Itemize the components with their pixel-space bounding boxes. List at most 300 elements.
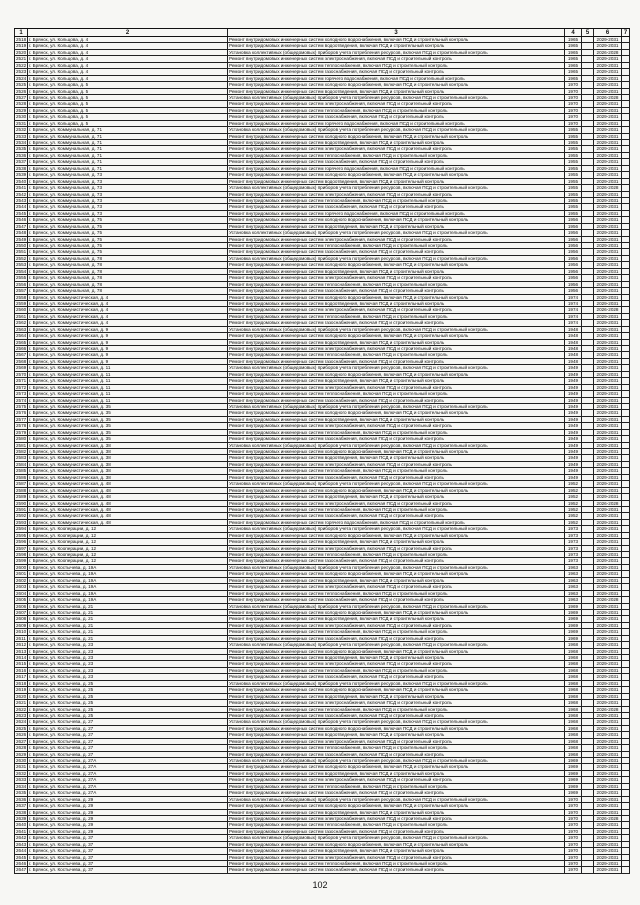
- cell-period: 2026-2028: [594, 501, 622, 506]
- cell-col7: [622, 661, 630, 666]
- cell-address: г. Брянск, ул. Костычева, д. 27: [28, 726, 228, 731]
- cell-col5: [582, 327, 594, 332]
- cell-address: г. Брянск, ул. Костычева, д. 19А: [28, 597, 228, 602]
- cell-year: 1970: [565, 829, 582, 834]
- cell-col5: [582, 739, 594, 744]
- cell-address: г. Брянск, ул. Коммунистическая, д. 11: [28, 385, 228, 390]
- cell-col7: [622, 217, 630, 222]
- cell-year: 1949: [565, 410, 582, 415]
- cell-col7: [622, 642, 630, 647]
- cell-col7: [622, 797, 630, 802]
- cell-col7: [622, 668, 630, 673]
- cell-col5: [582, 822, 594, 827]
- cell-year: 1955: [565, 153, 582, 158]
- cell-col5: [582, 417, 594, 422]
- cell-col7: [622, 507, 630, 512]
- cell-col5: [582, 237, 594, 242]
- cell-year: 1955: [565, 134, 582, 139]
- cell-number: 2612: [16, 642, 27, 648]
- cell-number: 2599: [16, 558, 27, 564]
- cell-year: 1948: [565, 340, 582, 345]
- cell-address: г. Брянск, ул. Коммунальная, д. 78: [28, 288, 228, 293]
- cell-year: 1955: [565, 159, 582, 164]
- cell-col7: [622, 340, 630, 345]
- cell-year: 1969: [565, 771, 582, 776]
- cell-address: г. Брянск, ул. Костычева, д. 29: [28, 810, 228, 815]
- cell-number: 2615: [16, 661, 27, 667]
- cell-year: 1955: [565, 185, 582, 190]
- cell-address: г. Брянск, ул. Коммунальная, д. 71: [28, 166, 228, 171]
- cell-work: Ремонт внутридомовых инженерных систем горячего водоснабжения, включая ПСД и строительный контроль: [228, 76, 565, 81]
- cell-work: Ремонт внутридомовых инженерных систем водоотведения, включая ПСД и строительный контроль: [228, 43, 565, 48]
- cell-period: 2029-2031: [594, 533, 622, 538]
- cell-number: 2566: [16, 346, 27, 351]
- cell-number: 2551: [16, 249, 27, 255]
- cell-col7: [622, 784, 630, 789]
- cell-col5: [582, 462, 594, 467]
- cell-work: Ремонт внутридомовых инженерных систем электроснабжения, включая ПСД и строительный контроль: [228, 584, 565, 589]
- cell-address: г. Брянск, ул. Кольцова, д. 5: [28, 82, 228, 87]
- cell-period: 2029-2031: [594, 327, 622, 332]
- cell-year: 1963: [565, 578, 582, 583]
- cell-address: г. Брянск, ул. Костычева, д. 27: [28, 732, 228, 737]
- cell-col7: [622, 320, 630, 325]
- cell-col7: [622, 256, 630, 261]
- cell-col7: [622, 629, 630, 634]
- cell-number: 2557: [16, 288, 27, 294]
- cell-address: г. Брянск, ул. Костычева, д. 25: [28, 687, 228, 692]
- cell-work: Ремонт внутридомовых инженерных систем холодного водоснабжения, включая ПСД и строительный контроль: [228, 410, 565, 415]
- cell-work: Ремонт внутридомовых инженерных систем холодного водоснабжения, включая ПСД и строительный контроль: [228, 764, 565, 769]
- cell-period: 2029-2031: [594, 192, 622, 197]
- cell-work: Установка коллективных (общедомовых) приборов учета потребления ресурсов, включая ПСД и строительный контроль: [228, 127, 565, 132]
- cell-work: Установка коллективных (общедомовых) приборов учета потребления ресурсов, включая ПСД и строительный контроль: [228, 230, 565, 235]
- cell-number: 2536: [16, 152, 27, 158]
- cell-address: г. Брянск, ул. Коммунистическая, д. 48: [28, 507, 228, 512]
- cell-address: г. Брянск, ул. Кооперации, д. 12: [28, 552, 228, 557]
- cell-col7: [622, 237, 630, 242]
- cell-period: 2029-2031: [594, 352, 622, 357]
- cell-period: 2029-2031: [594, 121, 622, 126]
- cell-col7: [622, 359, 630, 364]
- cell-col7: [622, 777, 630, 782]
- cell-work: Ремонт внутридомовых инженерных систем электроснабжения, включая ПСД и строительный контроль: [228, 56, 565, 61]
- cell-year: 1970: [565, 95, 582, 100]
- cell-number: 2532: [16, 127, 27, 133]
- cell-work: Установка коллективных (общедомовых) приборов учета потребления ресурсов, включая ПСД и строительный контроль: [228, 404, 565, 409]
- cell-year: 1969: [565, 758, 582, 763]
- cell-col5: [582, 507, 594, 512]
- cell-col7: [622, 790, 630, 795]
- cell-number: 2603: [16, 584, 27, 590]
- cell-year: 1965: [565, 76, 582, 81]
- cell-col7: [622, 146, 630, 151]
- cell-col7: [622, 571, 630, 576]
- cell-year: 1956: [565, 275, 582, 280]
- cell-address: г. Брянск, ул. Коммунальная, д. 75: [28, 243, 228, 248]
- cell-period: 2029-2031: [594, 443, 622, 448]
- cell-year: 1968: [565, 707, 582, 712]
- cell-work: Ремонт внутридомовых инженерных систем теплоснабжения, включая ПСД и строительный контроль: [228, 668, 565, 673]
- cell-col7: [622, 378, 630, 383]
- cell-work: Ремонт внутридомовых инженерных систем электроснабжения, включая ПСД и строительный контроль: [228, 661, 565, 666]
- cell-number: 2607: [16, 609, 27, 615]
- cell-period: 2029-2031: [594, 204, 622, 209]
- cell-work: Ремонт внутридомовых инженерных систем электроснабжения, включая ПСД и строительный контроль: [228, 237, 565, 242]
- cell-col5: [582, 69, 594, 74]
- cell-col5: [582, 655, 594, 660]
- header-cell-6: 6: [594, 29, 622, 36]
- table-header: [14, 28, 630, 37]
- cell-col7: [622, 520, 630, 525]
- cell-number: 2565: [16, 339, 27, 345]
- cell-col5: [582, 784, 594, 789]
- cell-col5: [582, 700, 594, 705]
- cell-period: 2029-2031: [594, 848, 622, 853]
- cell-address: г. Брянск, ул. Коммунальная, д. 78: [28, 256, 228, 261]
- cell-year: 1949: [565, 372, 582, 377]
- cell-year: 1968: [565, 674, 582, 679]
- cell-number: 2610: [16, 629, 27, 635]
- cell-work: Установка коллективных (общедомовых) приборов учета потребления ресурсов, включая ПСД и строительный контроль: [228, 758, 565, 763]
- cell-work: Установка коллективных (общедомовых) приборов учета потребления ресурсов, включая ПСД и строительный контроль: [228, 526, 565, 531]
- cell-number: 2590: [16, 500, 27, 506]
- cell-col5: [582, 256, 594, 261]
- cell-period: 2029-2031: [594, 37, 622, 42]
- cell-number: 2593: [16, 519, 27, 525]
- cell-work: Установка коллективных (общедомовых) приборов учета потребления ресурсов, включая ПСД и строительный контроль: [228, 50, 565, 55]
- cell-number: 2523: [16, 69, 27, 75]
- cell-number: 2567: [16, 352, 27, 358]
- cell-period: 2029-2031: [594, 365, 622, 370]
- cell-period: 2029-2031: [594, 623, 622, 628]
- cell-year: 1955: [565, 179, 582, 184]
- cell-address: г. Брянск, ул. Коммунистическая, д. 11: [28, 398, 228, 403]
- cell-col7: [622, 616, 630, 621]
- cell-col5: [582, 121, 594, 126]
- cell-work: Ремонт внутридомовых инженерных систем газоснабжения, включая ПСД и строительный контроль: [228, 359, 565, 364]
- cell-period: 2029-2031: [594, 340, 622, 345]
- cell-work: Ремонт внутридомовых инженерных систем электроснабжения, включая ПСД и строительный контроль: [228, 462, 565, 467]
- cell-period: 2029-2031: [594, 668, 622, 673]
- cell-period: 2029-2031: [594, 301, 622, 306]
- cell-period: 2029-2031: [594, 784, 622, 789]
- cell-address: г. Брянск, ул. Кооперации, д. 12: [28, 546, 228, 551]
- cell-work: Ремонт внутридомовых инженерных систем горячего водоснабжения, включая ПСД и строительный контроль: [228, 520, 565, 525]
- cell-col7: [622, 288, 630, 293]
- cell-address: г. Брянск, ул. Костычева, д. 27А: [28, 771, 228, 776]
- cell-work: Ремонт внутридомовых инженерных систем газоснабжения, включая ПСД и строительный контроль: [228, 204, 565, 209]
- cell-number: 2632: [16, 770, 27, 776]
- cell-number: 2636: [16, 796, 27, 802]
- cell-col5: [582, 726, 594, 731]
- cell-number: 2572: [16, 384, 27, 390]
- cell-col5: [582, 661, 594, 666]
- cell-period: 2029-2031: [594, 423, 622, 428]
- cell-address: г. Брянск, ул. Костычева, д. 21: [28, 636, 228, 641]
- cell-address: г. Брянск, ул. Костычева, д. 37: [28, 855, 228, 860]
- cell-col5: [582, 494, 594, 499]
- cell-col5: [582, 385, 594, 390]
- cell-period: 2029-2031: [594, 513, 622, 518]
- cell-col5: [582, 488, 594, 493]
- cell-work: Ремонт внутридомовых инженерных систем холодного водоснабжения, включая ПСД и строительный контроль: [228, 217, 565, 222]
- cell-address: г. Брянск, ул. Кольцова, д. 4: [28, 37, 228, 42]
- cell-address: г. Брянск, ул. Коммунистическая, д. 48: [28, 481, 228, 486]
- cell-period: 2029-2031: [594, 140, 622, 145]
- cell-number: 2592: [16, 513, 27, 519]
- cell-year: 1974: [565, 307, 582, 312]
- cell-year: 1968: [565, 719, 582, 724]
- cell-col5: [582, 449, 594, 454]
- cell-work: Ремонт внутридомовых инженерных систем теплоснабжения, включая ПСД и строительный контроль: [228, 198, 565, 203]
- cell-col5: [582, 842, 594, 847]
- cell-work: Ремонт внутридомовых инженерных систем газоснабжения, включая ПСД и строительный контроль: [228, 752, 565, 757]
- cell-number: 2568: [16, 358, 27, 364]
- cell-period: 2029-2031: [594, 288, 622, 293]
- cell-col5: [582, 777, 594, 782]
- cell-col5: [582, 430, 594, 435]
- cell-col5: [582, 636, 594, 641]
- cell-address: г. Брянск, ул. Костычева, д. 21: [28, 616, 228, 621]
- cell-col5: [582, 861, 594, 866]
- cell-col5: [582, 301, 594, 306]
- cell-number: 2564: [16, 333, 27, 339]
- cell-work: Ремонт внутридомовых инженерных систем водоотведения, включая ПСД и строительный контроль: [228, 224, 565, 229]
- cell-year: 1963: [565, 571, 582, 576]
- cell-year: 1949: [565, 365, 582, 370]
- cell-col7: [622, 707, 630, 712]
- cell-period: 2026-2028: [594, 816, 622, 821]
- cell-year: 1970: [565, 848, 582, 853]
- cell-number: 2546: [16, 217, 27, 223]
- cell-col5: [582, 340, 594, 345]
- cell-number: 2611: [14, 636, 28, 641]
- cell-col5: [582, 848, 594, 853]
- cell-address: г. Брянск, ул. Костычева, д. 27: [28, 752, 228, 757]
- cell-col7: [622, 810, 630, 815]
- cell-work: Ремонт внутридомовых инженерных систем газоснабжения, включая ПСД и строительный контроль: [228, 513, 565, 518]
- cell-period: 2029-2031: [594, 82, 622, 87]
- cell-period: 2029-2031: [594, 76, 622, 81]
- cell-period: 2029-2031: [594, 758, 622, 763]
- cell-col7: [622, 404, 630, 409]
- cell-col7: [622, 69, 630, 74]
- cell-period: 2029-2031: [594, 694, 622, 699]
- cell-year: 1970: [565, 822, 582, 827]
- cell-year: 1963: [565, 565, 582, 570]
- cell-year: 1970: [565, 82, 582, 87]
- cell-period: 2029-2031: [594, 726, 622, 731]
- cell-col7: [622, 430, 630, 435]
- cell-col7: [622, 455, 630, 460]
- cell-col7: [622, 385, 630, 390]
- cell-year: 1973: [565, 533, 582, 538]
- cell-col5: [582, 269, 594, 274]
- cell-year: 1965: [565, 43, 582, 48]
- cell-address: г. Брянск, ул. Костычева, д. 27: [28, 719, 228, 724]
- cell-period: 2029-2031: [594, 739, 622, 744]
- cell-address: г. Брянск, ул. Коммунальная, д. 71: [28, 153, 228, 158]
- cell-year: 1949: [565, 417, 582, 422]
- cell-period: 2029-2031: [594, 468, 622, 473]
- cell-address: г. Брянск, ул. Коммунистическая, д. 35: [28, 417, 228, 422]
- cell-col7: [622, 307, 630, 312]
- cell-work: Ремонт внутридомовых инженерных систем газоснабжения, включая ПСД и строительный контроль: [228, 636, 565, 641]
- header-cell-5: 5: [582, 29, 594, 36]
- cell-address: г. Брянск, ул. Костычева, д. 37: [28, 848, 228, 853]
- cell-number: 2576: [16, 410, 27, 416]
- cell-work: Ремонт внутридомовых инженерных систем холодного водоснабжения, включая ПСД и строительный контроль: [228, 726, 565, 731]
- cell-col7: [622, 37, 630, 42]
- cell-year: 1956: [565, 249, 582, 254]
- cell-number: 2643: [16, 841, 27, 847]
- cell-col7: [622, 578, 630, 583]
- cell-address: г. Брянск, ул. Кольцова, д. 5: [28, 108, 228, 113]
- cell-work: Ремонт внутридомовых инженерных систем газоснабжения, включая ПСД и строительный контроль: [228, 713, 565, 718]
- cell-work: Ремонт внутридомовых инженерных систем холодного водоснабжения, включая ПСД и строительный контроль: [228, 172, 565, 177]
- cell-work: Ремонт внутридомовых инженерных систем холодного водоснабжения, включая ПСД и строительный контроль: [228, 262, 565, 267]
- cell-col5: [582, 803, 594, 808]
- cell-year: 1969: [565, 610, 582, 615]
- cell-address: г. Брянск, ул. Костычева, д. 21: [28, 629, 228, 634]
- cell-number: 2604: [16, 590, 27, 596]
- cell-col5: [582, 668, 594, 673]
- cell-col7: [622, 732, 630, 737]
- cell-col7: [622, 410, 630, 415]
- cell-col7: [622, 591, 630, 596]
- cell-period: 2029-2031: [594, 166, 622, 171]
- cell-col7: [622, 89, 630, 94]
- cell-year: 1974: [565, 295, 582, 300]
- cell-col5: [582, 185, 594, 190]
- cell-work: Ремонт внутридомовых инженерных систем холодного водоснабжения, включая ПСД и строительный контроль: [228, 533, 565, 538]
- cell-period: 2029-2031: [594, 462, 622, 467]
- cell-address: г. Брянск, ул. Коммунальная, д. 73: [28, 211, 228, 216]
- cell-col7: [622, 449, 630, 454]
- cell-work: Установка коллективных (общедомовых) приборов учета потребления ресурсов, включая ПСД и строительный контроль: [228, 565, 565, 570]
- cell-period: 2029-2031: [594, 674, 622, 679]
- header-cell-1: 1: [14, 29, 28, 36]
- cell-number: 2542: [16, 191, 27, 197]
- cell-col7: [622, 314, 630, 319]
- cell-period: 2029-2031: [594, 526, 622, 531]
- cell-work: Установка коллективных (общедомовых) приборов учета потребления ресурсов, включая ПСД и строительный контроль: [228, 95, 565, 100]
- cell-col7: [622, 436, 630, 441]
- cell-address: г. Брянск, ул. Костычева, д. 23: [28, 668, 228, 673]
- cell-address: г. Брянск, ул. Коммунальная, д. 71: [28, 159, 228, 164]
- cell-number: 2638: [16, 809, 27, 815]
- cell-period: 2029-2031: [594, 745, 622, 750]
- cell-col7: [622, 803, 630, 808]
- cell-work: Ремонт внутридомовых инженерных систем водоотведения, включая ПСД и строительный контроль: [228, 417, 565, 422]
- cell-col5: [582, 352, 594, 357]
- cell-period: 2029-2031: [594, 224, 622, 229]
- cell-number: 2627: [16, 738, 27, 744]
- cell-address: г. Брянск, ул. Костычева, д. 25: [28, 681, 228, 686]
- cell-address: г. Брянск, ул. Коммунальная, д. 73: [28, 185, 228, 190]
- cell-col5: [582, 166, 594, 171]
- cell-period: 2029-2031: [594, 507, 622, 512]
- cell-work: Ремонт внутридомовых инженерных систем водоотведения, включая ПСД и строительный контроль: [228, 494, 565, 499]
- cell-work: Ремонт внутридомовых инженерных систем теплоснабжения, включая ПСД и строительный контроль: [228, 629, 565, 634]
- cell-number: 2633: [16, 777, 27, 783]
- cell-address: г. Брянск, ул. Костычева, д. 23: [28, 649, 228, 654]
- cell-number: 2591: [16, 506, 27, 512]
- cell-col7: [622, 327, 630, 332]
- cell-work: Ремонт внутридомовых инженерных систем теплоснабжения, включая ПСД и строительный контроль: [228, 282, 565, 287]
- cell-year: 1955: [565, 146, 582, 151]
- cell-work: Ремонт внутридомовых инженерных систем теплоснабжения, включая ПСД и строительный контроль: [228, 352, 565, 357]
- cell-col5: [582, 140, 594, 145]
- cell-col7: [622, 391, 630, 396]
- cell-year: 1968: [565, 752, 582, 757]
- cell-col5: [582, 797, 594, 802]
- cell-address: г. Брянск, ул. Костычева, д. 25: [28, 707, 228, 712]
- cell-year: 1970: [565, 816, 582, 821]
- cell-period: 2029-2031: [594, 391, 622, 396]
- cell-year: 1970: [565, 861, 582, 866]
- cell-period: 2029-2031: [594, 655, 622, 660]
- cell-col7: [622, 352, 630, 357]
- cell-work: Ремонт внутридомовых инженерных систем водоотведения, включая ПСД и строительный контроль: [228, 539, 565, 544]
- cell-col7: [622, 192, 630, 197]
- cell-number: 2588: [16, 487, 27, 493]
- cell-col7: [622, 726, 630, 731]
- cell-col5: [582, 745, 594, 750]
- header-cell-2: 2: [28, 29, 228, 36]
- cell-col5: [582, 76, 594, 81]
- cell-col5: [582, 224, 594, 229]
- cell-year: 1956: [565, 288, 582, 293]
- cell-period: 2029-2031: [594, 63, 622, 68]
- cell-address: г. Брянск, ул. Коммунистическая, д. 11: [28, 365, 228, 370]
- cell-address: г. Брянск, ул. Коммунистическая, д. 4: [28, 320, 228, 325]
- cell-work: Ремонт внутридомовых инженерных систем электроснабжения, включая ПСД и строительный контроль: [228, 346, 565, 351]
- cell-number: 2623: [16, 712, 27, 718]
- cell-period: 2029-2031: [594, 475, 622, 480]
- cell-work: Ремонт внутридомовых инженерных систем газоснабжения, включая ПСД и строительный контроль: [228, 288, 565, 293]
- cell-work: Ремонт внутридомовых инженерных систем теплоснабжения, включая ПСД и строительный контроль: [228, 108, 565, 113]
- cell-year: 1970: [565, 842, 582, 847]
- cell-number: 2594: [16, 526, 27, 532]
- cell-col5: [582, 172, 594, 177]
- cell-address: г. Брянск, ул. Коммунальная, д. 73: [28, 198, 228, 203]
- cell-year: 1969: [565, 629, 582, 634]
- cell-col7: [622, 346, 630, 351]
- cell-period: 2029-2031: [594, 101, 622, 106]
- cell-address: г. Брянск, ул. Кооперации, д. 12: [28, 539, 228, 544]
- cell-year: 1949: [565, 462, 582, 467]
- cell-work: Ремонт внутридомовых инженерных систем водоотведения, включая ПСД и строительный контроль: [228, 378, 565, 383]
- cell-number: 2608: [16, 616, 27, 622]
- cell-number: 2619: [16, 687, 27, 693]
- cell-period: 2029-2031: [594, 108, 622, 113]
- cell-number: 2600: [16, 564, 27, 570]
- table-row: [14, 867, 630, 873]
- cell-work: Ремонт внутридомовых инженерных систем теплоснабжения, включая ПСД и строительный контроль: [228, 745, 565, 750]
- cell-work: Ремонт внутридомовых инженерных систем электроснабжения, включая ПСД и строительный контроль: [228, 192, 565, 197]
- cell-col7: [622, 82, 630, 87]
- cell-work: Ремонт внутридомовых инженерных систем водоотведения, включая ПСД и строительный контроль: [228, 301, 565, 306]
- cell-work: Установка коллективных (общедомовых) приборов учета потребления ресурсов, включая ПСД и строительный контроль: [228, 681, 565, 686]
- cell-work: Ремонт внутридомовых инженерных систем водоотведения, включая ПСД и строительный контроль: [228, 340, 565, 345]
- cell-work: Ремонт внутридомовых инженерных систем холодного водоснабжения, включая ПСД и строительный контроль: [228, 295, 565, 300]
- cell-work: Ремонт внутридомовых инженерных систем электроснабжения, включая ПСД и строительный контроль: [228, 700, 565, 705]
- cell-year: 1970: [565, 121, 582, 126]
- cell-address: г. Брянск, ул. Коммунальная, д. 71: [28, 134, 228, 139]
- cell-period: 2029-2031: [594, 520, 622, 525]
